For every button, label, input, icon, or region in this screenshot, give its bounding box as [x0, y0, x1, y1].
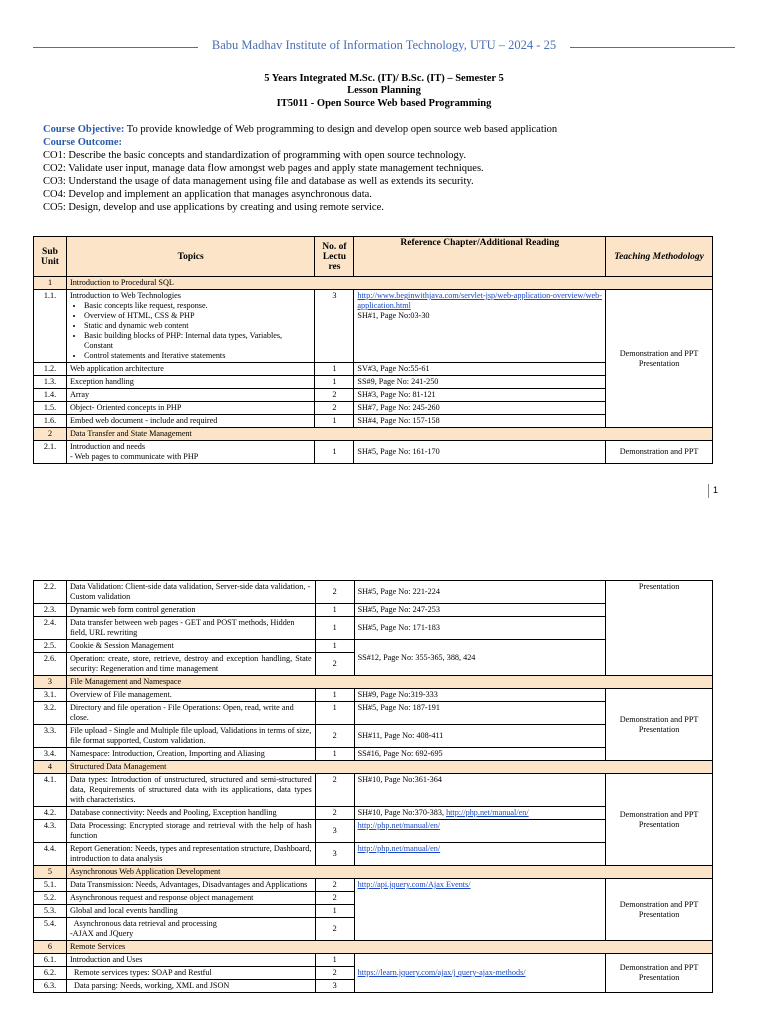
table-row: 4.2. Database connectivity: Needs and Pooling, Exception handling 2 SH#10, Page No:370-383, http://php.net/manual/en/ — [34, 807, 713, 820]
table-row: 5.2. Asynchronous request and response object management 2 — [34, 892, 713, 905]
table-row: 3.3. File upload - Single and Multiple file upload, Validations in terms of size, file format supported, Custom validation. 2 SH#11, Page No: 408-411 — [34, 725, 713, 748]
table-row: 1.6. Embed web document - include and required 1 SH#4, Page No: 157-158 — [34, 415, 713, 428]
table-row: 3.1. Overview of File management. 1 SH#9, Page No:319-333 Demonstration and PPT Presentation — [34, 689, 713, 702]
table-row: 2.5. Cookie & Session Management 1 SS#12, Page No: 355-365, 388, 424 — [34, 640, 713, 653]
objective-label: Course Objective: — [43, 124, 125, 135]
table-row: 2.1. Introduction and needs - Web pages to communicate with PHP 1 SH#5, Page No: 161-170 Demonstration and PPT — [34, 441, 713, 464]
table-row: 2.3. Dynamic web form control generation 1 SH#5, Page No: 247-253 — [34, 604, 713, 617]
teaching-methodology: Demonstration and PPT — [606, 441, 713, 464]
teaching-methodology: Demonstration and PPT Presentation — [606, 954, 713, 993]
lesson-planning-title: Lesson Planning — [347, 85, 421, 96]
outcome-1: CO1: Describe the basic concepts and standardization of programming with open source technology. — [43, 150, 466, 161]
table-row: 1.3. Exception handling 1 SS#9, Page No: 241-250 — [34, 376, 713, 389]
reference-link[interactable]: https://learn.jquery.com/ajax/j query-ajax-methods/ — [357, 968, 526, 977]
teaching-methodology: Demonstration and PPT Presentation — [606, 290, 713, 428]
course-title: IT5011 - Open Source Web based Programming — [276, 98, 492, 109]
teaching-methodology: Presentation — [606, 581, 713, 676]
table-row: 3.4. Namespace: Introduction, Creation, Importing and Aliasing 1 SS#16, Page No: 692-695 — [34, 748, 713, 761]
course-objective — [43, 123, 733, 214]
col-topics: Topics — [66, 237, 314, 277]
section-row: 5 Asynchronous Web Application Development — [34, 866, 713, 879]
table-row: 5.4. Asynchronous data retrieval and processing -AJAX and JQuery 2 — [34, 918, 713, 941]
table-row: 6.2. Remote services types: SOAP and Restful 2 — [34, 967, 713, 980]
table-row: 4.1. Data types: Introduction of unstructured, structured and semi-structured data, Requirements of structured data with its applications, data types with characteristics. 2 SH#10, Page No:361-364 Demonstration and PPT Presentation — [34, 774, 713, 807]
table-row: 5.1. Data Transmission: Needs, Advantages, Disadvantages and Applications 2 http://api.jquery.com/Ajax Events/ Demonstration and PPT Presentation — [34, 879, 713, 892]
table-row: 1.2. Web application architecture 1 SV#3, Page No:55-61 — [34, 363, 713, 376]
table-row: 1.5. Object- Oriented concepts in PHP 2 SH#7, Page No: 245-260 — [34, 402, 713, 415]
lesson-plan-table-page2 — [33, 580, 713, 993]
reference-link[interactable]: http://php.net/manual/en/ — [446, 808, 529, 817]
outcome-label: Course Outcome: — [43, 137, 123, 148]
teaching-methodology: Demonstration and PPT Presentation — [606, 774, 713, 866]
objective-text: To provide knowledge of Web programming to design and develop open source web based application — [124, 124, 558, 135]
table-row: 1.1. Introduction to Web Technologies • Basic concepts like request, response. • Overview of HTML, CSS & PHP • Static and dynamic web content • Basic building blocks of PHP: Internal data types, Variables, Constant • Control statements and Iterative statements 3 http://www.beginwithjava.com/servlet-jsp/web-application-overview/web-application.html SH#1, Page No:03-30 Demonstration and PPT Presentation — [34, 290, 713, 363]
section-row: 1 Introduction to Procedural SQL — [34, 277, 713, 290]
outcome-4: CO4: Develop and implement an application that manages asynchronous data. — [43, 189, 372, 200]
teaching-methodology: Demonstration and PPT Presentation — [606, 689, 713, 761]
table-row: 4.3. Data Processing: Encrypted storage and retrieval with the help of hash function 3 http://php.net/manual/en/ — [34, 820, 713, 843]
header-text: Babu Madhav Institute of Information Technology, UTU – 2024 - 25 — [208, 38, 560, 52]
table-row: 2.2. Data Validation: Client-side data validation, Server-side data validation, -Custom validation 2 SH#5, Page No: 221-224 Presentation — [34, 581, 713, 604]
reference-link[interactable]: http://php.net/manual/en/ — [357, 821, 441, 830]
outcome-5: CO5: Design, develop and use applications by creating and using remote service. — [43, 202, 384, 213]
section-row: 2 Data Transfer and State Management — [34, 428, 713, 441]
page-number: 1 — [713, 485, 719, 495]
teaching-methodology: Demonstration and PPT Presentation — [606, 879, 713, 941]
table-row: 3.2. Directory and file operation - File Operations: Open, read, write and close. 1 SH#5, Page No: 187-191 — [34, 702, 713, 725]
page-number-divider — [708, 484, 709, 498]
col-reference: Reference Chapter/Additional Reading — [354, 237, 606, 277]
table-row: 1.4. Array 2 SH#3, Page No: 81-121 — [34, 389, 713, 402]
reference-link[interactable]: http://php.net/manual/en/ — [357, 844, 441, 853]
outcome-3: CO3: Understand the usage of data management using file and database as well as extends its security. — [43, 176, 474, 187]
page-header — [0, 38, 768, 58]
program-title: 5 Years Integrated M.Sc. (IT)/ B.Sc. (IT) – Semester 5 — [264, 73, 504, 84]
outcome-2: CO2: Validate user input, manage data flow amongst web pages and apply state management techniques. — [43, 163, 484, 174]
section-row: 4 Structured Data Management — [34, 761, 713, 774]
table-row: 6.1. Introduction and Uses 1 https://learn.jquery.com/ajax/j query-ajax-methods/ Demonstration and PPT Presentation — [34, 954, 713, 967]
reference-link[interactable]: http://www.beginwithjava.com/servlet-jsp/web-application-overview/web-application.html — [357, 291, 602, 310]
reference-link[interactable]: http://api.jquery.com/Ajax Events/ — [357, 880, 471, 889]
col-methodology: Teaching Methodology — [606, 237, 713, 277]
lesson-plan-table-page1 — [33, 236, 713, 464]
table-row: 4.4. Report Generation: Needs, types and representation structure, Dashboard, introduction to data analysis 3 http://php.net/manual/en/ — [34, 843, 713, 866]
section-row: 6 Remote Services — [34, 941, 713, 954]
section-row: 3 File Management and Namespace — [34, 676, 713, 689]
table-row: 2.6. Operation: create, store, retrieve, destroy and exception handling, State security: Regeneration and time management 2 — [34, 653, 713, 676]
table-row: 2.4. Data transfer between web pages - GET and POST methods, Hidden field, URL rewriting 1 SH#5, Page No: 171-183 — [34, 617, 713, 640]
col-lectures: No. of Lectu res — [315, 237, 354, 277]
table-row: 6.3. Data parsing: Needs, working, XML and JSON 3 — [34, 980, 713, 993]
col-sub-unit: Sub Unit — [34, 237, 67, 277]
table-row: 5.3. Global and local events handling 1 — [34, 905, 713, 918]
